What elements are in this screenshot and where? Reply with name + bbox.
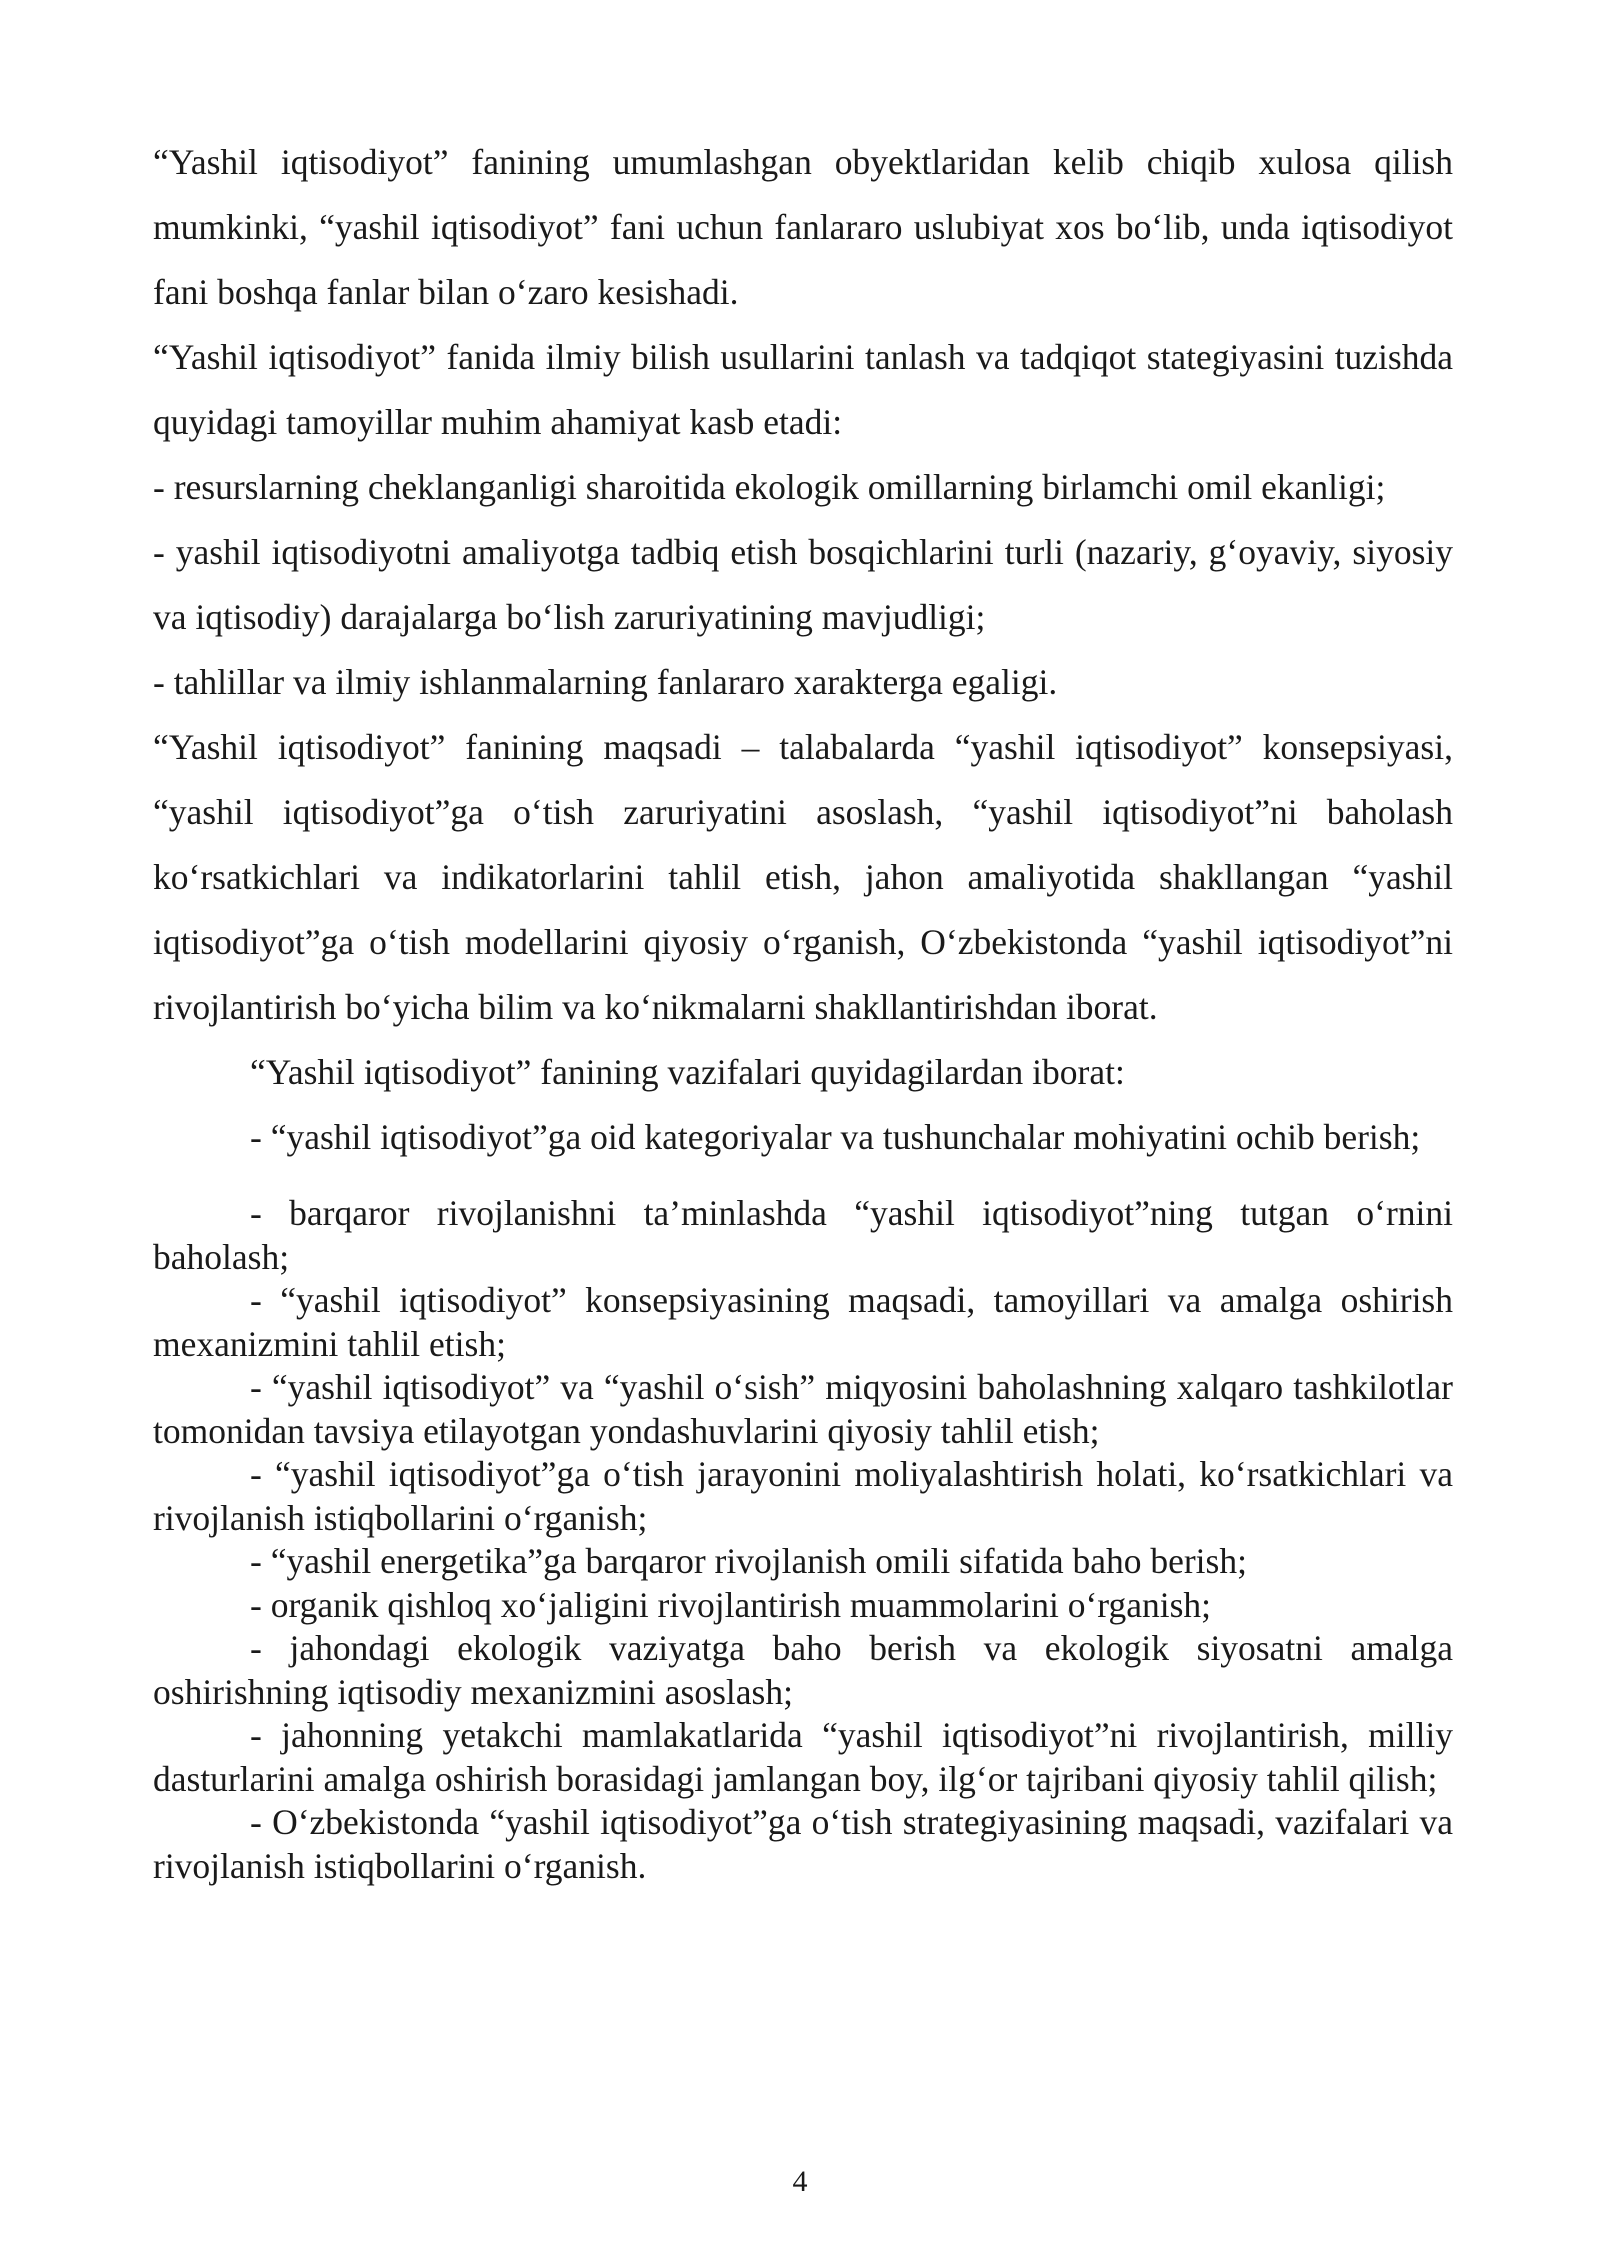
paragraph-goal: “Yashil iqtisodiyot” fanining maqsadi – talabalarda “yashil iqtisodiyot” konsepsiyasi, “yashil iqtisodiyot”ga o‘tish zaruriyatini asoslash, “yashil iqtisodiyot”ni baholash ko‘rsatkichlari va indikatorlarini tahlil etish, jahon amaliyotida shakllangan “yashil iqtisodiyot”ga o‘tish modellarini qiyosiy o‘rganish, O‘zbekistonda “yashil iqtisodiyot”ni rivojlantirish bo‘yicha bilim va ko‘nikmalarni shakllantirishdan iborat. xyxy=(153,727,1453,1027)
list-item-principle: - tahlillar va ilmiy ishlanmalarning fanlararo xarakterga egaligi. xyxy=(153,662,1058,702)
paragraph-tasks-intro: “Yashil iqtisodiyot” fanining vazifalari quyidagilardan iborat: xyxy=(250,1052,1125,1092)
list-item-task: - O‘zbekistonda “yashil iqtisodiyot”ga o‘tish strategiyasining maqsadi, vazifalari va rivojlanish istiqbollarini o‘rganish. xyxy=(153,1802,1453,1886)
list-item-task: - jahondagi ekologik vaziyatga baho berish va ekologik siyosatni amalga oshirishning iqtisodiy mexanizmini asoslash; xyxy=(153,1628,1453,1712)
document-page xyxy=(153,130,1453,1888)
list-item-task: - “yashil iqtisodiyot”ga o‘tish jarayonini moliyalashtirish holati, ko‘rsatkichlari va rivojlanish istiqbollarini o‘rganish; xyxy=(153,1454,1453,1538)
page-number: 4 xyxy=(792,2165,808,2198)
list-item-task: - “yashil energetika”ga barqaror rivojlanish omili sifatida baho berish; xyxy=(250,1541,1247,1581)
list-item-principle: - yashil iqtisodiyotni amaliyotga tadbiq etish bosqichlarini turli (nazariy, g‘oyaviy, siyosiy va iqtisodiy) darajalarga bo‘lish zaruriyatining mavjudligi; xyxy=(153,532,1453,637)
list-item-task: - jahonning yetakchi mamlakatlarida “yashil iqtisodiyot”ni rivojlantirish, milliy dasturlarini amalga oshirish borasidagi jamlangan boy, ilg‘or tajribani qiyosiy tahlil qilish; xyxy=(153,1715,1453,1799)
list-item-task: - barqaror rivojlanishni ta’minlashda “yashil iqtisodiyot”ning tutgan o‘rnini baholash; xyxy=(153,1193,1453,1277)
list-item-task: - “yashil iqtisodiyot” konsepsiyasining maqsadi, tamoyillari va amalga oshirish mexanizmini tahlil etish; xyxy=(153,1280,1453,1364)
list-item-task: - “yashil iqtisodiyot”ga oid kategoriyalar va tushunchalar mohiyatini ochib berish; xyxy=(250,1117,1421,1157)
list-item-principle: - resurslarning cheklanganligi sharoitida ekologik omillarning birlamchi omil ekanligi; xyxy=(153,467,1386,507)
paragraph-principles-intro: “Yashil iqtisodiyot” fanida ilmiy bilish usullarini tanlash va tadqiqot stategiyasini tuzishda quyidagi tamoyillar muhim ahamiyat kasb etadi: xyxy=(153,337,1453,442)
list-item-task: - “yashil iqtisodiyot” va “yashil o‘sish” miqyosini baholashning xalqaro tashkilotlar tomonidan tavsiya etilayotgan yondashuvlarini qiyosiy tahlil etish; xyxy=(153,1367,1453,1451)
list-item-task: - organik qishloq xo‘jaligini rivojlantirish muammolarini o‘rganish; xyxy=(250,1584,1212,1625)
paragraph-intro: “Yashil iqtisodiyot” fanining umumlashgan obyektlaridan kelib chiqib xulosa qilish mumkinki, “yashil iqtisodiyot” fani uchun fanlararo uslubiyat xos bo‘lib, unda iqtisodiyot fani boshqa fanlar bilan o‘zaro kesishadi. xyxy=(153,142,1453,312)
